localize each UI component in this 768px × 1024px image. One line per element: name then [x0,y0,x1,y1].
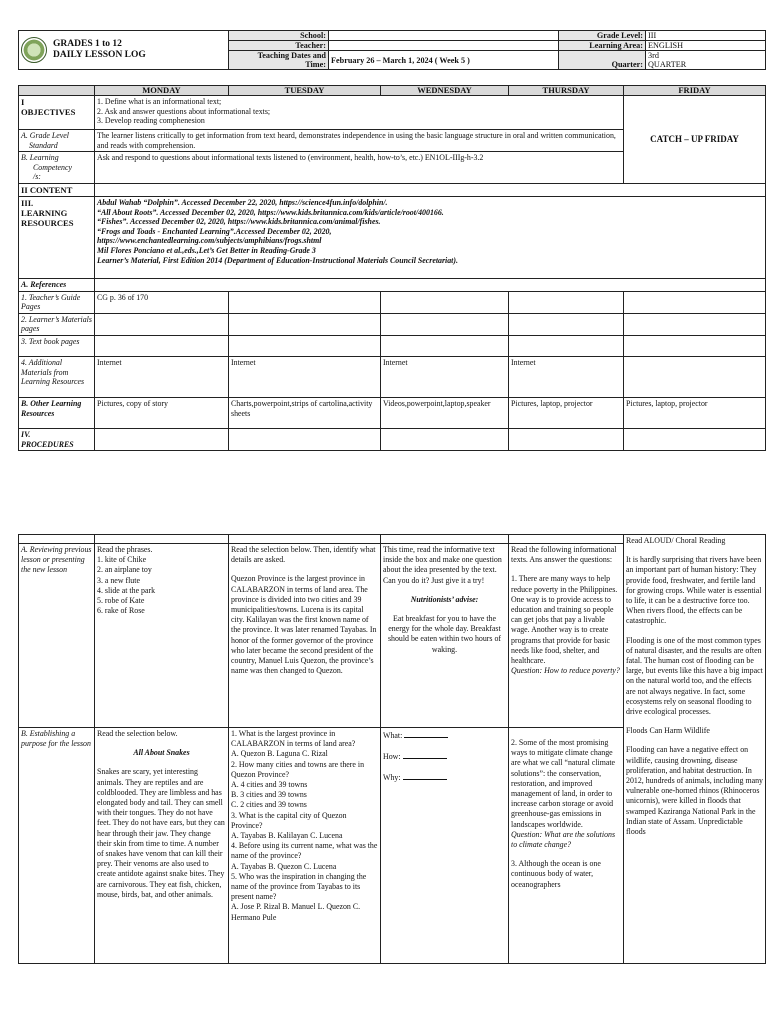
day-tuesday: TUESDAY [229,86,381,96]
teacher-label: Teacher: [229,41,329,51]
objectives-roman: I [21,97,25,107]
thursday-question: Question: How to reduce poverty? [511,666,620,676]
textbook-pages-tuesday [229,335,381,356]
content-label: II CONTENT [19,183,95,196]
learners-materials-thursday [509,313,624,335]
question-line: 4. Before using its current name, what was the name of the province? [231,841,378,861]
day-thursday: THURSDAY [509,86,624,96]
story-title: All About Snakes [133,748,190,758]
proc-b-tuesday [229,728,381,964]
phrase-item: 5. robe of Kate [97,596,145,606]
header-title-cell [19,31,229,70]
thursday-question: Question: What are the solutions to climate change? [511,829,616,850]
procedures-monday [95,428,229,450]
procedures-tuesday [229,428,381,450]
teachers-guide-label: 1. Teacher’s Guide Pages [19,291,95,313]
friday-subtitle: Floods Can Harm Wildlife [626,726,710,736]
learners-materials-label: 2. Learner’s Materials pages [19,313,95,335]
learning-resources-list [95,196,766,278]
procedures-label [19,428,95,450]
procedures-friday [624,428,766,450]
quarter-word: QUARTER [648,60,687,69]
choice-line: B. 3 cities and 39 towns [231,790,307,800]
resource-line: “All About Roots”. Accessed December 02, 2020, https://www.kids.britannica.com/kids/article/root/400166. [97,207,444,217]
learning-competency-label [19,152,95,184]
procedures-thursday [509,428,624,450]
teachers-guide-tuesday [229,291,381,313]
phrase-item: 3. a new flute [97,575,140,585]
quarter-label: Quarter: [559,51,646,70]
question-line: 2. How many cities and towns are there in Quezon Province? [231,759,365,779]
corner-cell [19,86,95,96]
grade-level-standard-label [19,130,95,152]
learners-materials-monday [95,313,229,335]
resource-line: Abdul Wahab “Dolphin”. Accessed December 22, 2020, https://science4fun.info/dolphin/. [97,197,388,207]
proc-a-label: A. Reviewing previous lesson or presenting the new lesson [19,544,95,728]
resource-line: “Frogs and Toads - Enchanted Learning”.Accessed December 02, 2020, [97,226,332,236]
friday-paragraph: Flooding is one of the most common types of natural disaster, and the results are often fatal. The human cost of flooding can be large, but events like this have a big impact on the natural world too, and the effects are not always negative. In fact, some ecosystems rely on seasonal flooding to drive ecological processes. [626,635,763,717]
choice-line: A. Tayabas B. Quezon C. Lucena [231,861,337,871]
procedures-wednesday [381,428,509,450]
monday-intro: Read the selection below. [97,729,178,738]
choice-line: A. 4 cities and 39 towns [231,780,308,790]
friday-paragraph: It is hardly surprising that rivers have been an important part of human history: They provide food, freshwater, and fertile land for growing crops. While water is essential to life, it can be a destructive force too. When rivers flood, the effects can be catastrophic. [626,555,762,626]
day-monday: MONDAY [95,86,229,96]
school-label: School: [229,31,329,41]
learning-competency-text: Ask and respond to questions about informational texts listened to (environment, health, how-to’s, etc.) EN1OL-IIIg-h-3.2 [95,152,624,184]
grade-level-standard-text: The learner listens critically to get information from text heard, demonstrates independence in using the basic language structure in oral and written communication, and reads with comprehension. [95,130,624,152]
story-text: Snakes are scary, yet interesting animals. They are reptiles and are coldblooded. They are limbless and has elongated body and tail. They can smell with their tongues. They do not have feet. They do not have ears, but they can hear through their jaw. They change their skin from time to time. A number of snakes have venom that can kill their prey. Their venoms are also used to create antidote against snake bites. They are carnivorous. They eat fish, chicken, mouse, birds, bat, and other animals. [97,767,225,899]
textbook-pages-label: 3. Text book pages [19,335,95,356]
phrase-item: 1. kite of Chike [97,555,147,565]
proc-b-wednesday [381,728,509,964]
additional-materials-tuesday: Internet [229,356,381,397]
monday-intro: Read the phrases. [97,545,153,554]
teaching-dates-label [229,51,329,70]
objectives-label [19,96,95,130]
learners-materials-friday [624,313,766,335]
catch-up-friday: CATCH – UP FRIDAY [624,96,766,184]
why-label: Why: [383,773,401,783]
resources-roman: III. [21,197,34,208]
standard-label-line-1: A. Grade Level [21,131,69,140]
resource-line: Mil Flores Ponciano et al.,eds.,Let’s Get Better in Reading-Grade 3 [97,245,316,255]
objective-item: 3. Develop reading comphenesion [97,116,205,126]
choice-line: A. Jose P. Rizal B. Manuel L. Quezon C. Hermano Pule [231,902,361,922]
friday-paragraph: Flooding can have a negative effect on wildlife, causing drowning, disease proliferation, and habitat destruction. In 2012, hundreds of animals, including many vulnerable one-horned rhinos (Rhinoceros unicornis), were killed in floods that swamped Kaziranga National Park in the Indian state of Assam. Unpredictable floods [626,745,763,837]
standard-label-line-2: Standard [29,140,58,150]
proc-b-monday [95,728,229,964]
day-friday: FRIDAY [624,86,766,96]
proc-a-wednesday [381,544,509,728]
lesson-grid-procedures [18,534,766,964]
title-line-1: GRADES 1 to 12 [53,39,122,49]
objective-item: 2. Ask and answer questions about informational texts; [97,106,271,116]
grade-level-label: Grade Level: [559,31,646,41]
answer-blank[interactable] [404,729,448,738]
how-label: How: [383,752,401,762]
references-label: A. References [19,278,95,291]
wednesday-intro: This time, read the informative text inside the box and make one question about the idea presented by the text. Can you do it? Just give it a try! [383,545,502,585]
procedures-roman: IV. [21,429,31,439]
lesson-grid-top [18,85,766,451]
proc-friday [624,535,766,964]
blank-cell [381,535,509,544]
competency-label-line-3: /s: [33,172,41,182]
learners-materials-wednesday [381,313,509,335]
additional-materials-friday [624,356,766,397]
wednesday-box-text: Eat breakfast for you to have the energy for the whole day. Breakfast should be eaten within two hours of waking. [387,614,502,654]
deped-seal-icon [21,37,47,63]
tuesday-intro: Read the selection below. Then, identify what details are asked. [231,545,376,565]
choice-line: A. Quezon B. Laguna C. Rizal [231,749,328,759]
learning-area-value[interactable]: ENGLISH [646,41,766,51]
textbook-pages-friday [624,335,766,356]
answer-blank[interactable] [403,771,447,780]
textbook-pages-thursday [509,335,624,356]
proc-a-monday [95,544,229,728]
phrase-item: 2. an airplane toy [97,565,152,575]
objective-item: 1. Define what is an informational text; [97,97,222,106]
answer-blank[interactable] [403,750,447,759]
additional-materials-wednesday: Internet [381,356,509,397]
thursday-paragraph: 3. Although the ocean is one continuous body of water, oceanographers [511,859,601,889]
additional-materials-label: 4. Additional Materials from Learning Resources [19,356,95,397]
thursday-paragraph: 1. There are many ways to help reduce poverty in the Philippines. One way is to provide access to education and training so people can get jobs that pay a livable wage. Another way is to create programs that provide for basic needs like food, shelter, and healthcare. [511,574,618,666]
quarter-value[interactable] [646,51,766,70]
learning-area-label: Learning Area: [559,41,646,51]
other-resources-monday: Pictures, copy of story [95,397,229,428]
resource-line: https://www.enchantedlearning.com/subjects/amphibians/frogs.shtml [97,236,322,246]
proc-b-thursday [509,728,624,964]
tuesday-selection: Quezon Province is the largest province in CALABARZON in terms of land area. The province is divided into two cities and 39 municipalities/towns. Lucena is its capital city. Kalilayan was the first known name of the province. It was later renamed Tayabas. In honor of the former governor of the province who later became the second president of the country, Manuel Luis Quezon, the province’s name was then changed to Quezon. [231,574,377,676]
teachers-guide-thursday [509,291,624,313]
resources-word-1: LEARNING [21,207,68,218]
other-resources-friday: Pictures, laptop, projector [624,397,766,428]
document-title [53,39,146,61]
teachers-guide-friday [624,291,766,313]
blank-cell [19,535,95,544]
other-resources-wednesday: Videos,powerpoint,laptop,speaker [381,397,509,428]
blank-cell [509,535,624,544]
teachers-guide-wednesday [381,291,509,313]
resource-line: Learner’s Material, First Edition 2014 (Department of Education-Instructional Materials Council Secretariat). [97,255,458,265]
question-line: 1. What is the largest province in CALABARZON in terms of land area? [231,729,356,749]
question-line: 5. Who was the inspiration in changing the name of the province from Tayabas to its present name? [231,871,367,902]
blank-cell [229,535,381,544]
textbook-pages-wednesday [381,335,509,356]
school-value[interactable] [329,31,559,41]
references-blank [95,278,766,291]
proc-a-thursday [509,544,624,728]
thursday-intro: Read the following informational texts. Ans answer the questions: [511,545,617,565]
wednesday-box-title: Nutritionists’ advise: [410,594,479,604]
learning-resources-label [19,196,95,278]
learners-materials-tuesday [229,313,381,335]
how-answer-line[interactable] [383,750,506,762]
day-header-row [19,86,766,96]
dates-label-line-2: Time: [305,60,326,69]
what-answer-line[interactable] [383,729,506,741]
thursday-paragraph: 2. Some of the most promising ways to mitigate climate change are what we call “natural climate solutions”: the conservation, restoration, and improved management of land, in order to increase carbon storage or avoid greenhouse-gas emissions in landscapes worldwide. [511,738,616,829]
title-line-2: DAILY LESSON LOG [53,50,146,60]
textbook-pages-monday [95,335,229,356]
day-wednesday: WEDNESDAY [381,86,509,96]
other-resources-thursday: Pictures, laptop, projector [509,397,624,428]
proc-b-label: B. Establishing a purpose for the lesson [19,728,95,964]
competency-label-line-2: Competency [33,162,72,172]
blank-header-row [19,535,766,544]
blank-cell [95,535,229,544]
other-resources-label: B. Other Learning Resources [19,397,95,428]
phrase-item: 6. rake of Rose [97,606,145,616]
competency-label-line-1: B. Learning [21,153,59,163]
friday-intro: Read ALOUD/ Choral Reading [626,536,726,545]
what-label: What: [383,731,403,740]
proc-a-tuesday [229,544,381,728]
resource-line: “Fishes”. Accessed December 02, 2020, https://www.kids.britannica.com/animal/fishes. [97,217,381,227]
why-answer-line[interactable] [383,771,506,783]
grade-level-value[interactable]: III [646,31,766,41]
quarter-number: 3rd [648,51,659,60]
choice-line: C. 2 cities and 39 towns [231,800,307,810]
additional-materials-monday: Internet [95,356,229,397]
teacher-value[interactable] [329,41,559,51]
teaching-dates-value[interactable]: February 26 – March 1, 2024 ( Week 5 ) [329,51,559,70]
additional-materials-thursday: Internet [509,356,624,397]
choice-line: A. Tayabas B. Kalilayan C. Lucena [231,831,343,841]
objectives-word: OBJECTIVES [21,107,76,117]
objectives-list [95,96,624,130]
teachers-guide-monday: CG p. 36 of 170 [95,291,229,313]
content-text [95,183,766,196]
header-table [18,30,766,70]
resources-word-2: RESOURCES [21,217,74,228]
procedures-word: PROCEDURES [21,439,74,449]
phrase-item: 4. slide at the park [97,585,156,595]
question-line: 3. What is the capital city of Quezon Province? [231,810,347,830]
other-resources-tuesday: Charts,powerpoint,strips of cartolina,activity sheets [229,397,381,428]
dates-label-line-1: Teaching Dates and [257,51,326,60]
